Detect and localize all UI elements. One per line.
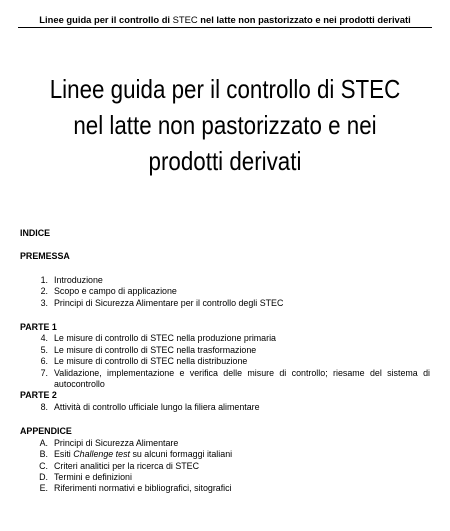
toc-item-text-pre: Esiti [54,449,74,460]
toc-item-number: 5. [40,344,48,355]
toc-item-a [20,438,430,449]
toc-list-parte-1 [20,333,430,390]
toc-item-text: Validazione, implementazione e verifica delle misure di controllo; riesame del sistema di autocontrollo [54,367,430,390]
toc-item-1 [20,275,430,286]
toc-item-e [20,483,430,494]
toc-item-number: 2. [40,286,48,297]
toc-item-number: E. [39,483,48,494]
toc-item-7 [20,368,430,391]
toc-item-number: D. [39,471,48,482]
toc-item-8 [20,402,430,413]
toc-list-premessa [20,275,430,309]
toc-item-number: 8. [40,401,48,412]
toc-item-text: Riferimenti normativi e bibliografici, sitografici [54,483,232,494]
toc-item-text: Criteri analitici per la ricerca di STEC [54,460,199,471]
toc-heading-parte-1: PARTE 1 [20,322,57,333]
toc-item-d [20,472,430,483]
toc-list-parte-2 [20,402,430,413]
toc-item-text: Le misure di controllo di STEC nella trasformazione [54,344,257,355]
toc-item-text: Scopo e campo di applicazione [54,286,177,297]
toc-heading-premessa: PREMESSA [20,251,70,262]
toc-item-number: 1. [40,274,48,285]
toc-item-text: Principi di Sicurezza Alimentare [54,437,179,448]
toc-item-2 [20,286,430,297]
title-line-1: Linee guida per il controllo di STEC [49,74,401,104]
toc-item-text-post: su alcuni formaggi italiani [129,449,233,460]
toc-item-text: Termini e definizioni [54,471,132,482]
toc-heading-appendice: APPENDICE [20,426,72,437]
table-of-contents [20,228,430,495]
header-rule [18,27,432,28]
toc-item-text [54,449,430,460]
toc-list-appendice [20,438,430,495]
toc-item-text: Introduzione [54,274,103,285]
toc-item-text: Principi di Sicurezza Alimentare per il controllo degli STEC [54,297,284,308]
running-header-stec: STEC [172,14,198,25]
toc-heading-parte-2: PARTE 2 [20,390,57,401]
document-title [32,71,419,179]
toc-item-number: 6. [40,356,48,367]
toc-item-text: Le misure di controllo di STEC nella distribuzione [54,356,248,367]
toc-item-5 [20,345,430,356]
toc-item-text: Le misure di controllo di STEC nella produzione primaria [54,333,276,344]
toc-item-c [20,461,430,472]
running-header [0,14,450,25]
toc-item-4 [20,333,430,344]
running-header-part1: Linee guida per il controllo di [39,14,173,25]
toc-item-number: 3. [40,297,48,308]
toc-item-text: Attività di controllo ufficiale lungo la filiera alimentare [54,401,260,412]
toc-item-6 [20,356,430,367]
toc-item-number: C. [39,460,48,471]
toc-item-number: B. [39,449,48,460]
toc-item-number: A. [39,437,48,448]
toc-item-text-emphasis: Challenge test [73,449,130,460]
toc-item-b [20,449,430,460]
running-header-part3: nel latte non pastorizzato e nei prodotti derivati [197,14,411,25]
title-line-2: nel latte non pastorizzato e nei [73,110,377,140]
toc-heading-indice: INDICE [20,228,51,238]
toc-item-number: 7. [40,367,48,378]
toc-item-number: 4. [40,333,48,344]
title-line-3: prodotti derivati [148,146,302,176]
toc-item-3 [20,298,430,309]
